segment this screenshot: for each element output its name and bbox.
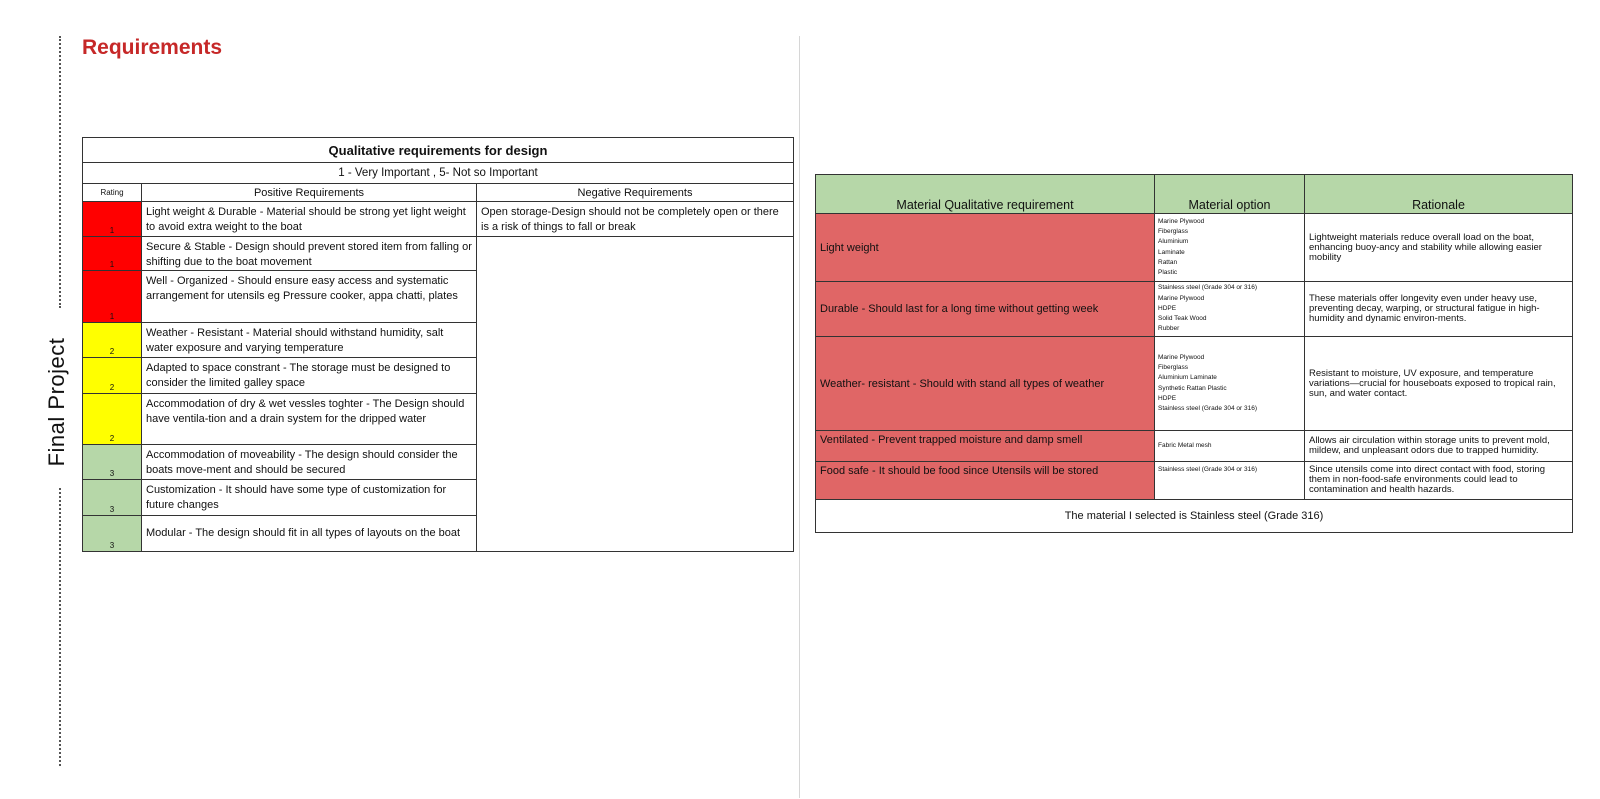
positive-requirement: Weather - Resistant - Material should withstand humidity, salt water exposure and varying temperature bbox=[142, 323, 477, 358]
rating-cell: 1 bbox=[83, 237, 142, 271]
negative-requirement: Open storage-Design should not be completely open or there is a risk of things to fall or break bbox=[477, 202, 794, 237]
rationale: These materials offer longevity even under heavy use, preventing decay, warping, or structural fatigue in high-humidity and dynamic environ-ments. bbox=[1305, 282, 1573, 337]
material-option: Synthetic Rattan Plastic bbox=[1158, 384, 1227, 392]
material-option: Marine Plywood bbox=[1158, 217, 1205, 225]
material-requirement: Ventilated - Prevent trapped moisture and damp smell bbox=[816, 431, 1155, 462]
material-option: Stainless steel (Grade 304 or 316) bbox=[1158, 284, 1257, 292]
rating-cell: 3 bbox=[83, 445, 142, 480]
rating-header: Rating bbox=[83, 184, 142, 202]
material-options bbox=[1155, 282, 1305, 337]
rationale: Allows air circulation within storage units to prevent mold, mildew, and unpleasant odors due to trapped humidity. bbox=[1305, 431, 1573, 462]
material-options bbox=[1155, 462, 1305, 500]
material-option: Plastic bbox=[1158, 268, 1178, 276]
table-row bbox=[816, 337, 1573, 431]
material-option: Marine Plywood bbox=[1158, 294, 1205, 302]
table-row bbox=[83, 237, 794, 271]
positive-requirement: Accommodation of dry & wet vessles toghter - The Design should have ventila-tion and a drain system for the dripped water bbox=[142, 394, 477, 445]
positive-requirement: Accommodation of moveability - The design should consider the boats move-ment and should be secured bbox=[142, 445, 477, 480]
material-option: Aluminium bbox=[1158, 238, 1189, 246]
qualitative-requirements-table bbox=[82, 137, 794, 552]
rating-cell: 3 bbox=[83, 516, 142, 552]
qual-table-title: Qualitative requirements for design bbox=[83, 138, 794, 163]
rating-cell: 2 bbox=[83, 323, 142, 358]
rationale: Lightweight materials reduce overall load on the boat, enhancing buoy-ancy and stability while allowing easier mobility bbox=[1305, 214, 1573, 282]
material-option: Fabric Metal mesh bbox=[1158, 441, 1212, 449]
qual-table-subtitle: 1 - Very Important , 5- Not so Important bbox=[83, 163, 794, 184]
material-options bbox=[1155, 214, 1305, 282]
positive-requirement: Secure & Stable - Design should prevent stored item from falling or shifting due to the boat movement bbox=[142, 237, 477, 271]
material-options bbox=[1155, 337, 1305, 431]
material-option: Stainless steel (Grade 304 or 316) bbox=[1158, 466, 1257, 473]
rating-cell: 1 bbox=[83, 271, 142, 323]
material-requirement: Light weight bbox=[816, 214, 1155, 282]
rating-cell: 1 bbox=[83, 202, 142, 237]
table-row bbox=[83, 202, 794, 237]
side-label: Final Project bbox=[44, 337, 69, 467]
material-option: Rubber bbox=[1158, 325, 1180, 333]
material-option: Rattan bbox=[1158, 258, 1178, 266]
material-option: Marine Plywood bbox=[1158, 353, 1205, 361]
material-option: Fiberglass bbox=[1158, 228, 1188, 236]
material-option: Stainless steel (Grade 304 or 316) bbox=[1158, 404, 1257, 412]
material-option-header: Material option bbox=[1155, 175, 1305, 214]
material-requirement-header: Material Qualitative requirement bbox=[816, 175, 1155, 214]
material-option: Laminate bbox=[1158, 248, 1185, 256]
material-options bbox=[1155, 431, 1305, 462]
positive-requirement: Customization - It should have some type of customization for future changes bbox=[142, 480, 477, 516]
material-option: HDPE bbox=[1158, 394, 1177, 402]
rationale-header: Rationale bbox=[1305, 175, 1573, 214]
positive-requirement: Adapted to space constrant - The storage must be designed to consider the limited galley space bbox=[142, 358, 477, 394]
negative-requirement-empty bbox=[477, 237, 794, 552]
table-row bbox=[816, 214, 1573, 282]
table-row bbox=[816, 462, 1573, 500]
positive-header: Positive Requirements bbox=[142, 184, 477, 202]
material-option: Solid Teak Wood bbox=[1158, 315, 1207, 323]
material-option: Aluminium Laminate bbox=[1158, 374, 1217, 382]
rationale: Resistant to moisture, UV exposure, and temperature variations—crucial for houseboats exposed to tropical rain, sun, and water contact. bbox=[1305, 337, 1573, 431]
negative-header: Negative Requirements bbox=[477, 184, 794, 202]
material-option: Fiberglass bbox=[1158, 364, 1188, 372]
rating-cell: 3 bbox=[83, 480, 142, 516]
side-dotted-line-top bbox=[59, 36, 61, 308]
table-row bbox=[816, 431, 1573, 462]
material-requirement: Weather- resistant - Should with stand all types of weather bbox=[816, 337, 1155, 431]
table-row bbox=[816, 282, 1573, 337]
material-requirements-table bbox=[815, 174, 1573, 533]
page-title: Requirements bbox=[82, 36, 223, 59]
positive-requirement: Light weight & Durable - Material should be strong yet light weight to avoid extra weight to the boat bbox=[142, 202, 477, 237]
material-requirement: Durable - Should last for a long time without getting week bbox=[816, 282, 1155, 337]
material-option: HDPE bbox=[1158, 304, 1177, 312]
rationale: Since utensils come into direct contact with food, storing them in non-food-safe environments could lead to contamination and health hazards. bbox=[1305, 462, 1573, 500]
side-dotted-line-bottom bbox=[59, 488, 61, 766]
positive-requirement: Modular - The design should fit in all types of layouts on the boat bbox=[142, 516, 477, 552]
rating-cell: 2 bbox=[83, 358, 142, 394]
material-requirement: Food safe - It should be food since Utensils will be stored bbox=[816, 462, 1155, 500]
positive-requirement: Well - Organized - Should ensure easy access and systematic arrangement for utensils eg Pressure cooker, appa chatti, plates bbox=[142, 271, 477, 323]
page-divider bbox=[799, 36, 800, 798]
rating-cell: 2 bbox=[83, 394, 142, 445]
selected-material-note: The material I selected is Stainless steel (Grade 316) bbox=[816, 500, 1573, 533]
